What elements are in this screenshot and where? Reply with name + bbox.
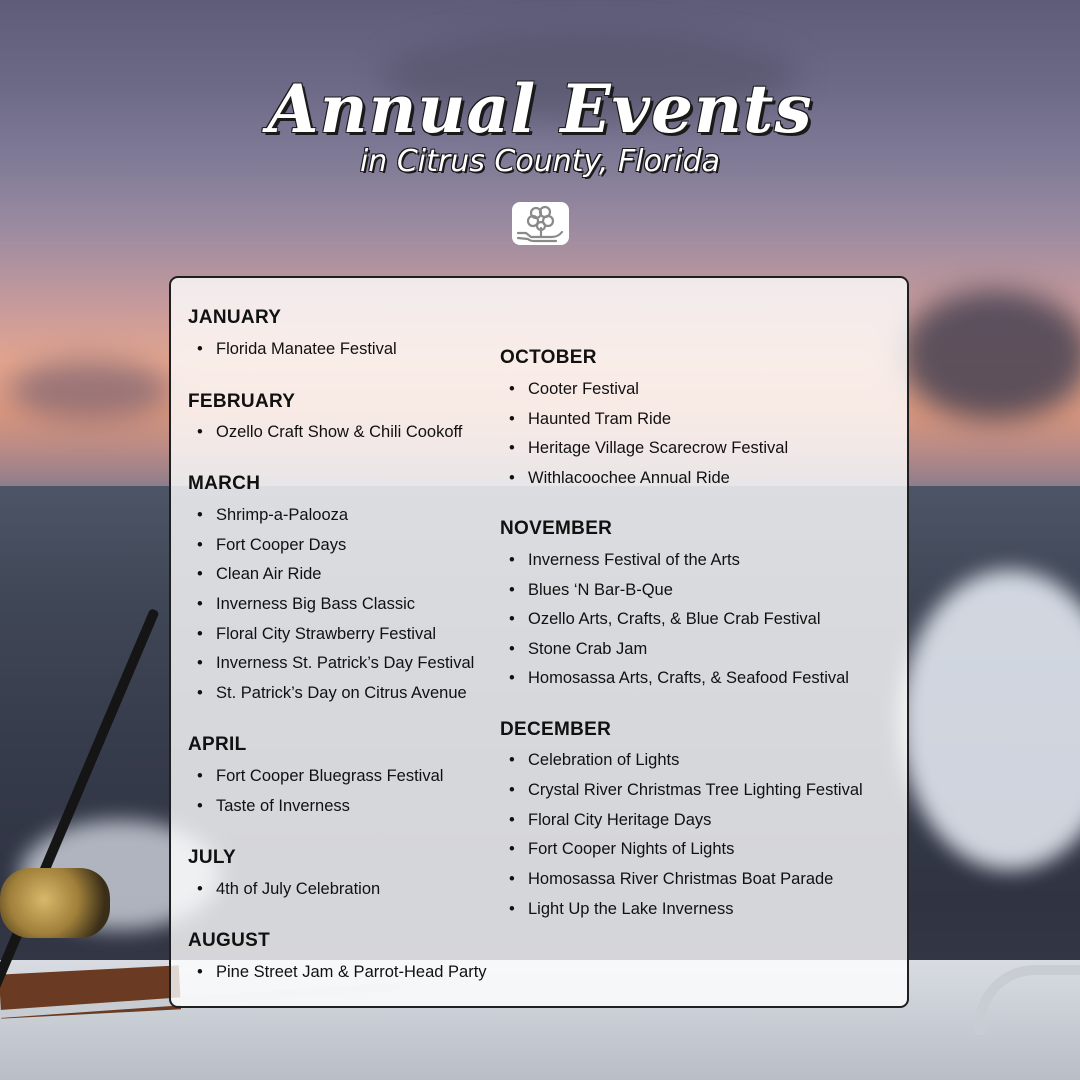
list-item: • Inverness Festival of the Arts (528, 551, 740, 570)
list-item: • Shrimp-a-Palooza (216, 506, 348, 525)
list-item: • Fort Cooper Bluegrass Festival (216, 767, 443, 786)
month-heading: APRIL (188, 734, 247, 755)
cloud (900, 290, 1080, 420)
list-item: • Blues ‘N Bar-B-Que (528, 581, 673, 600)
month-heading: MARCH (188, 473, 261, 494)
fishing-reel (0, 868, 110, 938)
cloud (10, 360, 170, 420)
list-item: • Celebration of Lights (528, 751, 679, 770)
list-item: • Cooter Festival (528, 380, 639, 399)
list-item: • Crystal River Christmas Tree Lighting Festival (528, 781, 863, 800)
list-item: • Inverness St. Patrick’s Day Festival (216, 654, 474, 673)
list-item: • St. Patrick’s Day on Citrus Avenue (216, 684, 467, 703)
month-heading: AUGUST (188, 930, 271, 951)
list-item: • Homosassa Arts, Crafts, & Seafood Festival (528, 669, 849, 688)
list-item: • Floral City Heritage Days (528, 811, 711, 830)
list-item: • Inverness Big Bass Classic (216, 595, 415, 614)
list-item: • Pine Street Jam & Parrot-Head Party (216, 963, 487, 982)
page-title: Annual Events (267, 70, 813, 148)
month-heading: FEBRUARY (188, 391, 296, 412)
month-heading: JANUARY (188, 307, 282, 328)
list-item: • Haunted Tram Ride (528, 410, 671, 429)
list-item: • Ozello Arts, Crafts, & Blue Crab Festival (528, 610, 821, 629)
list-item: • Taste of Inverness (216, 797, 350, 816)
month-heading: NOVEMBER (500, 518, 613, 539)
list-item: • Withlacoochee Annual Ride (528, 469, 730, 488)
list-item: • Light Up the Lake Inverness (528, 900, 733, 919)
list-item: • Florida Manatee Festival (216, 340, 397, 359)
month-heading: OCTOBER (500, 347, 597, 368)
tree-hand-icon (512, 202, 569, 245)
list-item: • Stone Crab Jam (528, 640, 647, 659)
list-item: • Fort Cooper Nights of Lights (528, 840, 734, 859)
list-item: • Homosassa River Christmas Boat Parade (528, 870, 833, 889)
events-panel (169, 276, 909, 1008)
list-item: • Heritage Village Scarecrow Festival (528, 439, 788, 458)
list-item: • Fort Cooper Days (216, 536, 346, 555)
list-item: • 4th of July Celebration (216, 880, 380, 899)
month-heading: JULY (188, 847, 237, 868)
list-item: • Ozello Craft Show & Chili Cookoff (216, 423, 462, 442)
month-heading: DECEMBER (500, 719, 612, 740)
list-item: • Clean Air Ride (216, 565, 321, 584)
page-subtitle: in Citrus County, Florida (359, 144, 721, 179)
list-item: • Floral City Strawberry Festival (216, 625, 436, 644)
